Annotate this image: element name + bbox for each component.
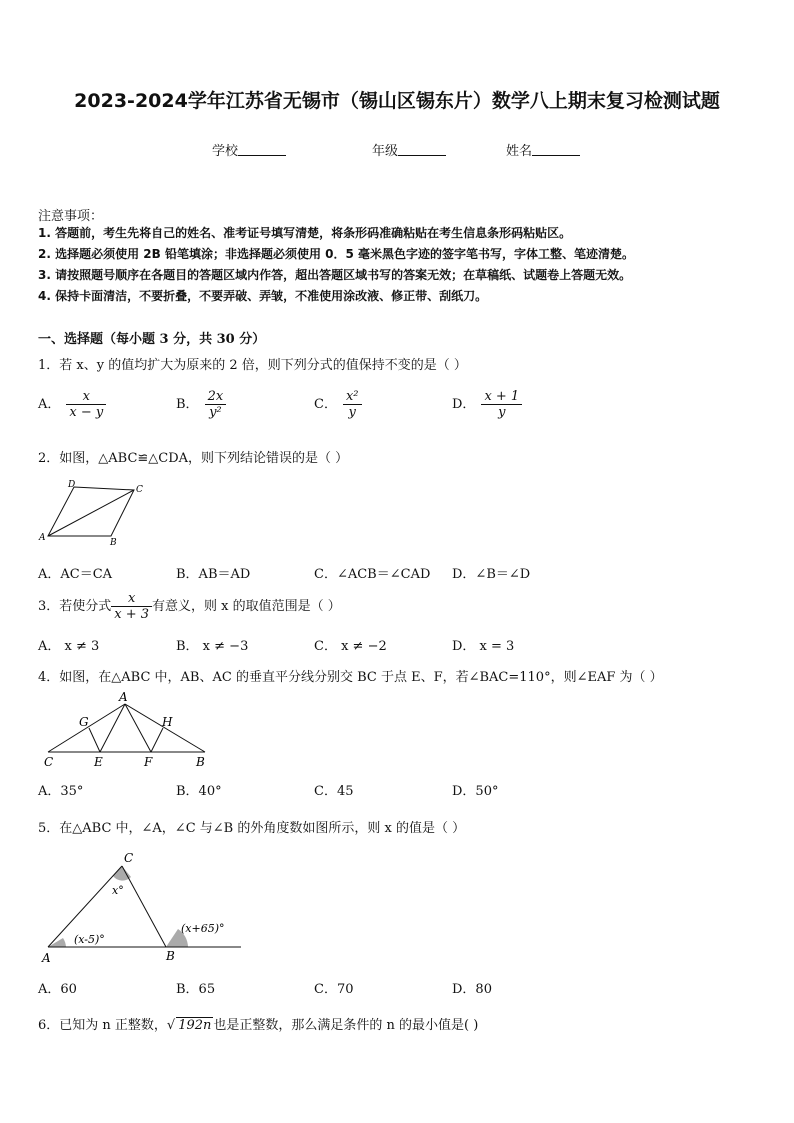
q6-stem: 6．已知为 n 正整数，√ 192n 也是正整数，那么满足条件的 n 的最小值是( )	[38, 1018, 479, 1033]
q5-option-d: D．80	[452, 982, 492, 997]
label-a: A	[39, 533, 46, 543]
q1-option-d: D． $\frac{x + 1}{y}$	[452, 389, 522, 420]
label-b: B	[166, 949, 175, 963]
q1-option-b: B． $\frac{2x}{\text{y²}}$	[176, 389, 226, 420]
q3-option-d: D． x = 3	[452, 639, 515, 654]
q2-option-c: C．∠ACB＝∠CAD	[314, 567, 431, 582]
name-label: 姓名	[506, 144, 533, 159]
q5-stem: 5．在△ABC 中，∠A，∠C 与∠B 的外角度数如图所示，则 x 的值是（ ）	[38, 821, 466, 836]
label-g: G	[79, 715, 89, 729]
q3-option-a: A． x ≠ 3	[38, 639, 100, 654]
notice-item: 4. 保持卡面清洁，不要折叠，不要弄破、弄皱，不准使用涂改液、修正带、刮纸刀。	[38, 289, 488, 303]
q3-option-c: C． x ≠ −2	[314, 639, 387, 654]
label-c: C	[124, 851, 134, 865]
q5-triangle-figure	[38, 848, 248, 973]
q1-option-a: A． $\frac{x}{x - y}$	[38, 389, 106, 420]
grade-label: 年级	[372, 144, 399, 159]
name-field	[506, 140, 580, 159]
q3-option-b: B． x ≠ −3	[176, 639, 249, 654]
school-blank	[238, 143, 286, 156]
q4-option-b: B．40°	[176, 784, 222, 799]
label-b: B	[110, 538, 117, 548]
q4-option-c: C．45	[314, 784, 354, 799]
q2-parallelogram-figure	[36, 478, 156, 548]
label-a: A	[42, 951, 51, 965]
name-blank	[532, 143, 580, 156]
label-h: H	[162, 715, 173, 729]
label-a-angle: (x-5)°	[74, 933, 105, 946]
page-title: 2023-2024学年江苏省无锡市（锡山区锡东片）数学八上期末复习检测试题	[74, 90, 720, 112]
q4-stem: 4．如图，在△ABC 中，AB、AC 的垂直平分线分别交 BC 于点 E、F，若∠BAC=110°，则∠EAF 为（ ）	[38, 670, 663, 685]
q5-option-c: C．70	[314, 982, 354, 997]
q4-option-a: A．35°	[38, 784, 84, 799]
school-label: 学校	[212, 144, 239, 159]
label-b: B	[196, 755, 205, 769]
label-x-angle: x°	[112, 884, 124, 897]
label-f: F	[144, 755, 153, 769]
grade-field	[372, 140, 446, 159]
grade-blank	[398, 143, 446, 156]
radicand: 192n	[178, 1018, 212, 1033]
notice-item: 3. 请按照题号顺序在各题目的答题区域内作答，超出答题区域书写的答案无效；在草稿纸、试题卷上答题无效。	[38, 268, 632, 282]
q3-stem: 3．若使分式 $\frac{x}{x + 3}$ 有意义，则 x 的取值范围是（ ）	[38, 591, 341, 622]
q2-stem: 2．如图，△ABC≌△CDA，则下列结论错误的是（ ）	[38, 451, 349, 466]
label-e: E	[94, 755, 103, 769]
q5-option-b: B．65	[176, 982, 216, 997]
q5-option-a: A．60	[38, 982, 77, 997]
label-d: D	[68, 480, 76, 490]
q1-stem: 1．若 x、y 的值均扩大为原来的 2 倍，则下列分式的值保持不变的是（ ）	[38, 358, 467, 373]
q2-option-d: D．∠B＝∠D	[452, 567, 531, 582]
label-exterior-angle: (x+65)°	[181, 922, 225, 935]
notice-item: 1. 答题前，考生先将自己的姓名、准考证号填写清楚，将条形码准确粘贴在考生信息条形码粘贴区。	[38, 226, 572, 240]
notice-item: 2. 选择题必须使用 2B 铅笔填涂；非选择题必须使用 0．5 毫米黑色字迹的签字笔书写，字体工整、笔迹清楚。	[38, 247, 634, 261]
q2-option-b: B．AB＝AD	[176, 567, 251, 582]
q4-triangle-figure	[38, 690, 218, 770]
school-field	[212, 140, 286, 159]
section-heading: 一、选择题（每小题 3 分，共 30 分）	[38, 332, 266, 347]
label-a: A	[119, 690, 128, 704]
notice-heading: 注意事项：	[38, 209, 104, 224]
q4-option-d: D．50°	[452, 784, 499, 799]
q2-option-a: A．AC＝CA	[38, 567, 113, 582]
label-c: C	[44, 755, 54, 769]
q1-option-c: C． $\frac{\text{x²}}{y}$	[314, 389, 362, 420]
label-c: C	[136, 485, 143, 495]
